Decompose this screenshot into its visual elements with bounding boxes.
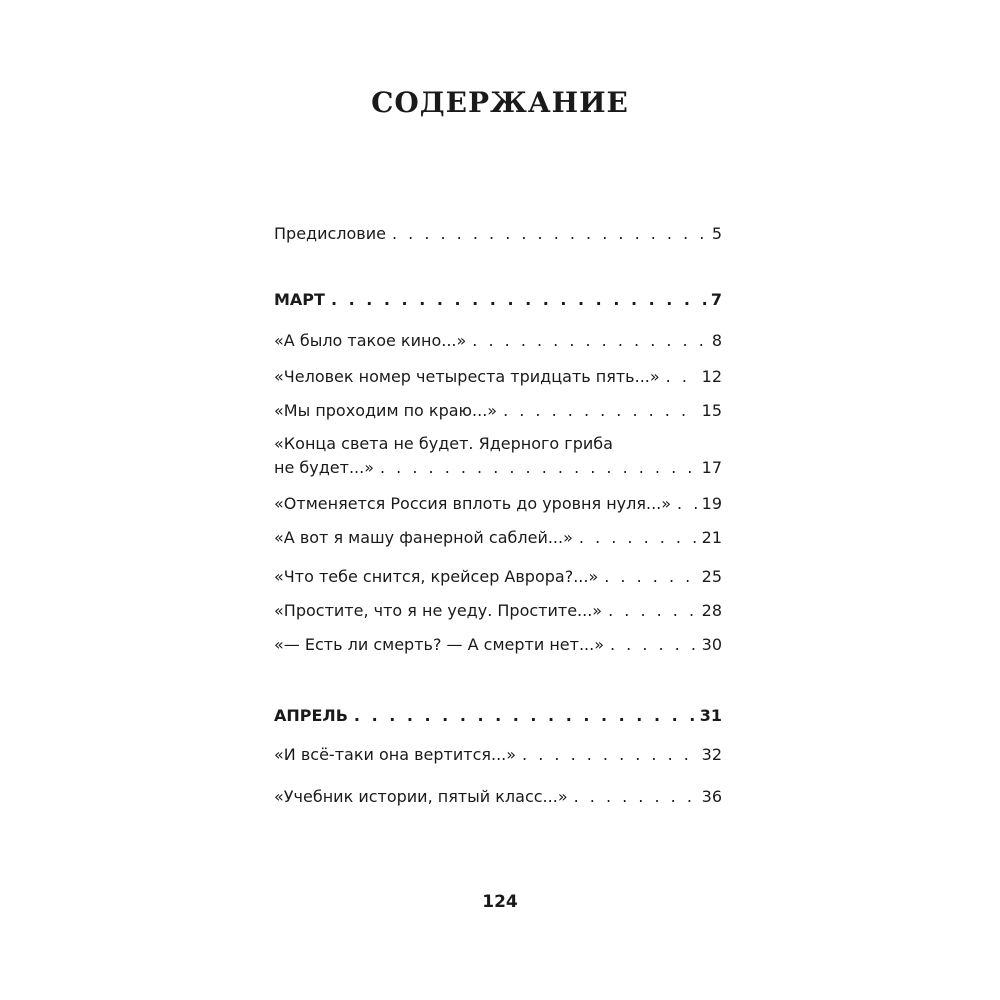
toc-entry-page: 28 [701,601,722,620]
toc-entry-title: «Учебник истории, пятый класс...» [274,787,568,806]
toc-entry-page: 32 [701,745,722,764]
toc-entry[interactable] [274,399,722,423]
toc-entry[interactable] [274,743,722,767]
dot-leader [604,565,697,589]
toc-entry-page: 15 [701,401,722,420]
dot-leader [503,399,698,423]
toc-entry-title-line2: не будет...» [274,458,374,477]
toc-entry-page: 36 [701,787,722,806]
toc-entry-title: «— Есть ли смерть? — А смерти нет...» [274,635,604,654]
dot-leader [522,743,698,767]
toc-entry-page: 12 [701,367,722,386]
toc-section-april[interactable] [274,704,722,728]
toc-entry[interactable] [274,785,722,809]
toc-entry-page: 30 [701,635,722,654]
toc-entry-title: Предисловие [274,224,386,243]
toc-section-title: МАРТ [274,290,325,309]
toc-entry-preface[interactable] [274,222,722,246]
dot-leader [392,222,708,246]
toc-entry-title: «Человек номер четыреста тридцать пять...» [274,367,660,386]
toc-entry-two-line[interactable] [274,432,722,480]
toc-entry[interactable] [274,365,722,389]
page-number: 124 [482,892,518,912]
toc-entry[interactable] [274,565,722,589]
toc-entry[interactable] [274,599,722,623]
toc-section-page: 7 [710,290,722,309]
toc-entry-page: 17 [701,458,722,477]
dot-leader [472,329,708,353]
toc-entry-page: 5 [711,224,722,243]
toc-entry-title: «Что тебе снится, крейсер Аврора?...» [274,567,599,586]
toc-entry-title: «Отменяется Россия вплоть до уровня нуля...» [274,494,672,513]
toc-section-page: 31 [699,706,722,725]
toc-entry[interactable] [274,329,722,353]
toc-entry-title: «И всё-таки она вертится...» [274,745,517,764]
toc-entry[interactable] [274,492,722,516]
toc-entry-title-line1: «Конца света не будет. Ядерного гриба [274,434,613,453]
dot-leader [331,288,707,312]
toc-entry-page: 21 [701,528,722,547]
dot-leader [610,633,698,657]
toc-entry-page: 19 [701,494,722,513]
dot-leader [579,526,698,550]
dot-leader [677,492,698,516]
dot-leader [574,785,698,809]
dot-leader [354,704,696,728]
toc-section-march[interactable] [274,288,722,312]
dot-leader [666,365,698,389]
toc-entry-title: «Простите, что я не уеду. Простите...» [274,601,603,620]
dot-leader [608,599,698,623]
toc-entry-title: «А было такое кино...» [274,331,467,350]
dot-leader [380,456,698,480]
toc-section-title: АПРЕЛЬ [274,706,348,725]
toc-entry-title: «А вот я машу фанерной саблей...» [274,528,573,547]
toc-entry-page: 25 [701,567,722,586]
toc-entry-title: «Мы проходим по краю...» [274,401,498,420]
page-title: СОДЕРЖАНИЕ [371,86,629,119]
toc-entry-page: 8 [711,331,722,350]
toc-entry[interactable] [274,526,722,550]
toc-entry[interactable] [274,633,722,657]
